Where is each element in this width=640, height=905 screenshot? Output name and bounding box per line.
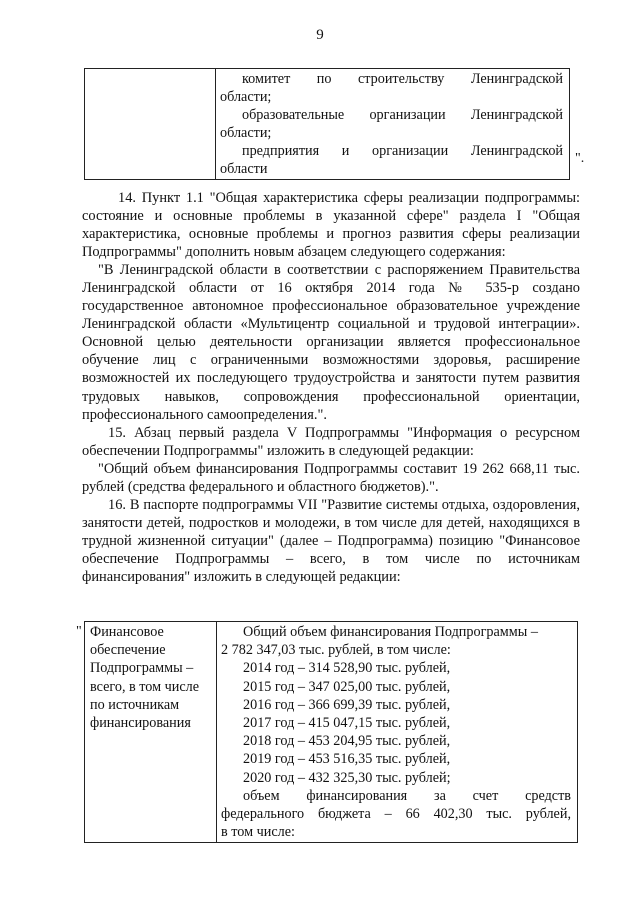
federal-line: в том числе: [221, 824, 295, 841]
paragraph-15: 15. Абзац первый раздела V Подпрограммы "Информация о ресурсном обеспечении Подпрограммы" изложить в следующей редакции: [82, 424, 580, 459]
participant-line: области [220, 161, 268, 177]
participant-line: комитет по строительству Ленинградской [242, 71, 563, 87]
document-body [82, 189, 580, 586]
total-line: Общий объем финансирования Подпрограммы – [243, 624, 538, 640]
participants-cell [216, 69, 570, 180]
paragraph-15-insert: "Общий объем финансирования Подпрограммы составит 19 262 668,11 тыс. рублей (средства федерального и областного бюджетов).". [82, 460, 580, 495]
passport-financing-table [84, 621, 578, 843]
paragraph-16: 16. В паспорте подпрограммы VII "Развитие системы отдыха, оздоровления, занятости детей, подростков и молодежи, в том числе для детей, находящихся в трудной жизненной ситуации" (далее – Подпрограмма) позицию "Финансовое обеспечение Подпрограммы – всего, в том числе по источникам финансирования" изложить в следующей редакции: [82, 496, 580, 585]
year-line: 2016 год – 366 699,39 тыс. рублей, [243, 696, 451, 713]
paragraph-14: 14. Пункт 1.1 "Общая характеристика сферы реализации подпрограммы: состояние и основные проблемы в указанной сфере" раздела I "Общая характеристика, основные проблемы и прогноз развития сферы реализации Подпрограммы" дополнить новым абзацем следующего содержания: [82, 190, 580, 261]
participant-line: предприятия и организации Ленинградской [242, 143, 564, 159]
federal-line: федерального бюджета – 66 402,30 тыс. рублей, [221, 806, 571, 823]
year-line: 2018 год – 453 204,95 тыс. рублей, [243, 733, 451, 750]
participant-line: области; [220, 89, 272, 105]
year-line: 2017 год – 415 047,15 тыс. рублей, [243, 715, 451, 732]
federal-line: объем финансирования за счет средств [243, 787, 571, 804]
financing-label-cell: Финансовое обеспечение Подпрограммы – всего, в том числе по источникам финансирования [85, 622, 217, 843]
paragraph-14-insert: "В Ленинградской области в соответствии с распоряжением Правительства Ленинградской области от 16 октября 2014 года № 535-р создано государственное автономное профессиональное образовательное учреждение Ленинградской области «Мультицентр социальной и трудовой интеграции». Основной целью деятельности организации является профессиональное обучение лиц с ограниченными возможностями здоровья, расширение возможностей их последующего трудоустройства и занятости путем развития трудовых навыков, сопровождения профессиональной ориентации, профессионального самоопределения.". [82, 262, 580, 423]
financing-value-cell [217, 622, 578, 843]
year-line: 2015 год – 347 025,00 тыс. рублей, [243, 678, 451, 695]
total-line: 2 782 347,03 тыс. рублей, в том числе: [221, 642, 451, 659]
participant-line: области; [220, 125, 272, 141]
year-line: 2019 год – 453 516,35 тыс. рублей, [243, 751, 451, 768]
year-line: 2014 год – 314 528,90 тыс. рублей, [243, 660, 451, 677]
table-empty-cell [85, 69, 216, 180]
opening-quote: " [76, 624, 82, 639]
closing-quote: ". [575, 151, 585, 166]
page-number: 9 [316, 27, 324, 43]
participant-line: образовательные организации Ленинградской [242, 107, 563, 123]
participants-table-fragment [84, 68, 570, 180]
year-line: 2020 год – 432 325,30 тыс. рублей; [243, 769, 451, 786]
